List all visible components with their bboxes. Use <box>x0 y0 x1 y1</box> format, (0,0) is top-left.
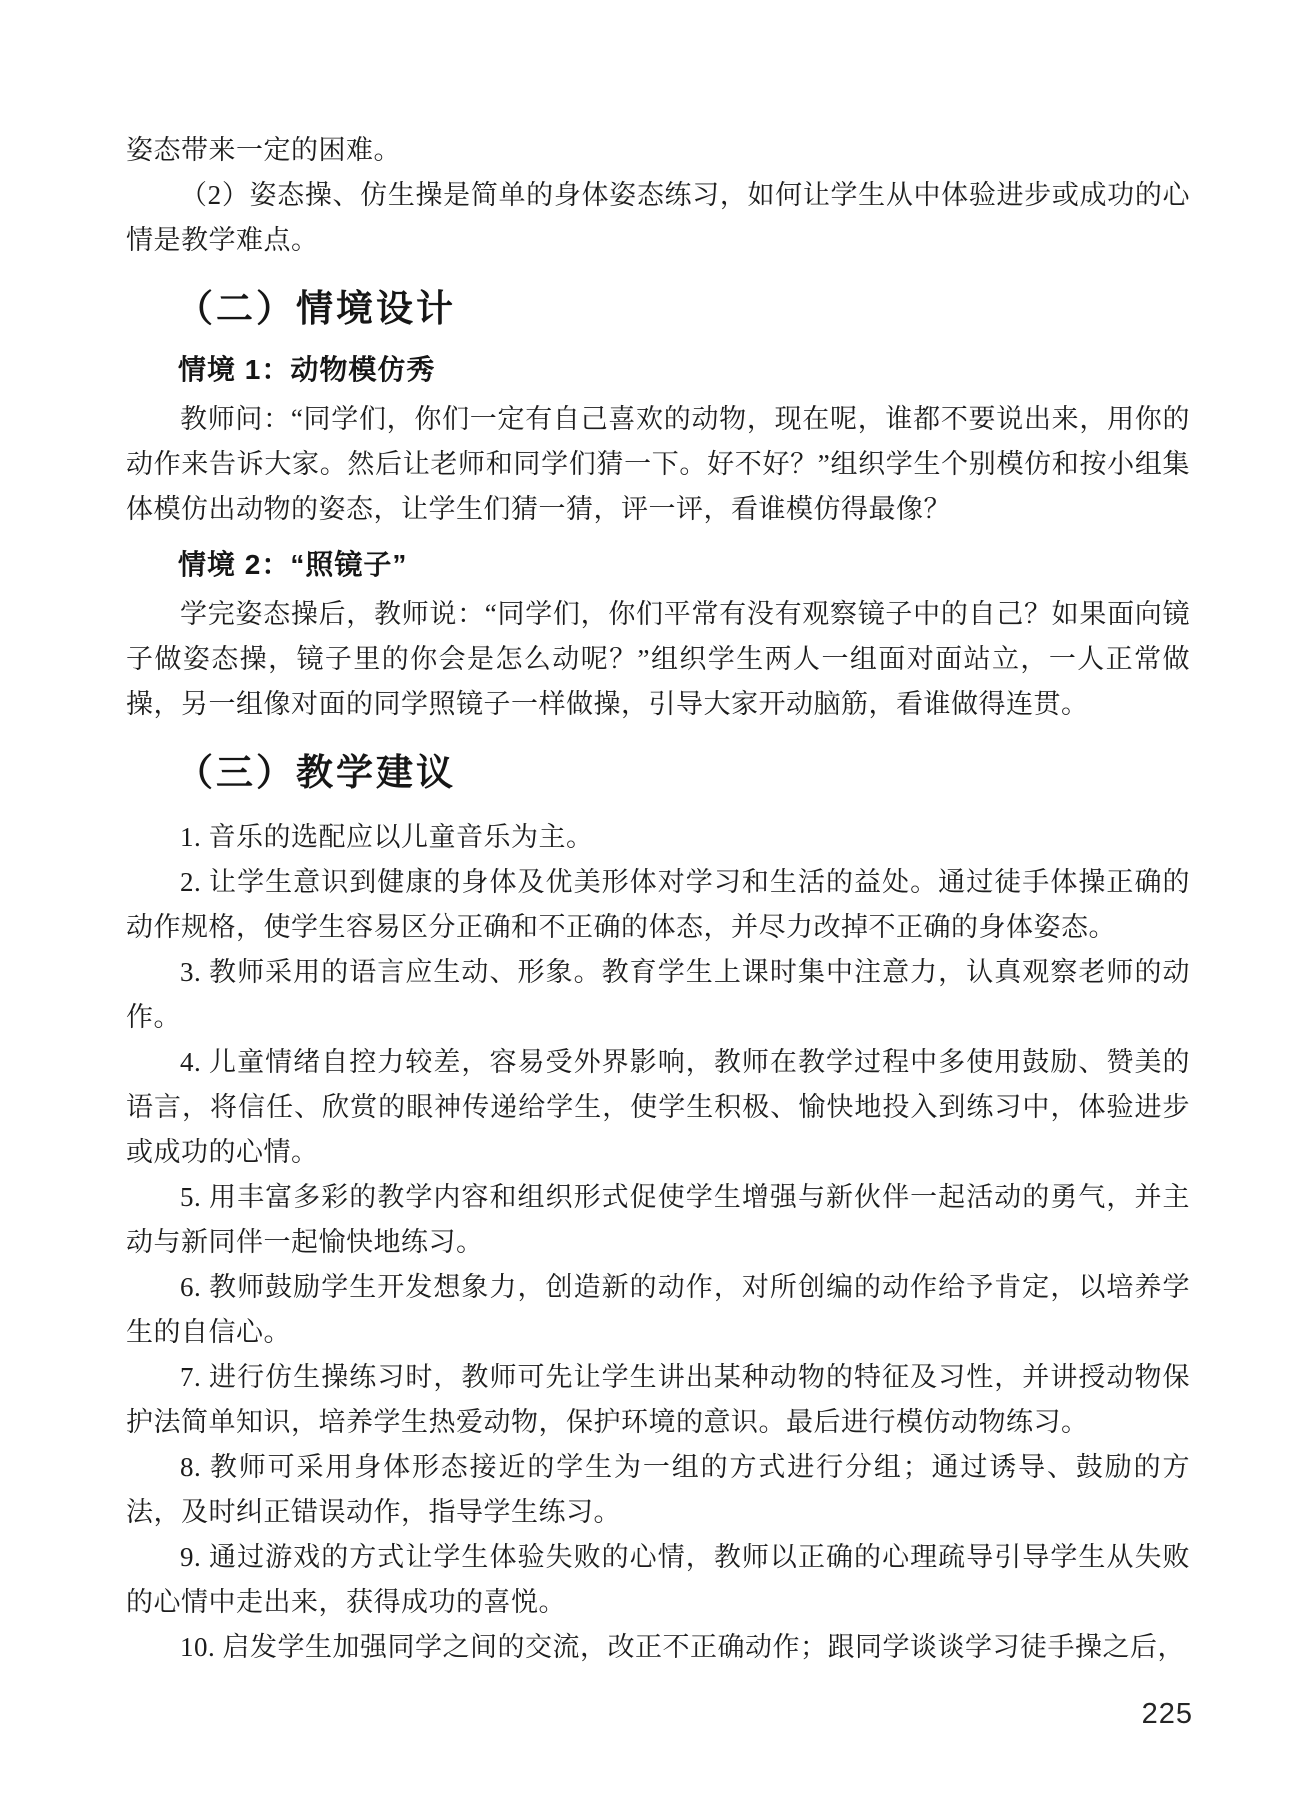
section-heading-situation-design: （二）情境设计 <box>176 289 456 330</box>
suggestion-item-5: 5. 用丰富多彩的教学内容和组织形式促使学生增强与新伙伴一起活动的勇气，并主动与新同伴一起愉快地练习。 <box>126 1182 1190 1257</box>
suggestion-item-9: 9. 通过游戏的方式让学生体验失败的心情，教师以正确的心理疏导引导学生从失败的心情中走出来，获得成功的喜悦。 <box>126 1542 1190 1617</box>
subsection-heading-situation-1: 情境 1：动物模仿秀 <box>178 354 436 385</box>
page-number: 225 <box>1141 1698 1193 1730</box>
suggestion-item-10: 10. 启发学生加强同学之间的交流，改正不正确动作；跟同学谈谈学习徒手操之后， <box>180 1632 1185 1662</box>
paragraph-intro-continuation: 姿态带来一定的困难。 <box>126 135 401 165</box>
suggestion-item-7: 7. 进行仿生操练习时，教师可先让学生讲出某种动物的特征及习性，并讲授动物保护法简单知识，培养学生热爱动物，保护环境的意识。最后进行模仿动物练习。 <box>126 1362 1190 1437</box>
suggestion-item-4: 4. 儿童情绪自控力较差，容易受外界影响，教师在教学过程中多使用鼓励、赞美的语言，将信任、欣赏的眼神传递给学生，使学生积极、愉快地投入到练习中，体验进步或成功的心情。 <box>126 1047 1190 1167</box>
suggestion-item-1: 1. 音乐的选配应以儿童音乐为主。 <box>180 822 594 852</box>
suggestion-item-8: 8. 教师可采用身体形态接近的学生为一组的方式进行分组；通过诱导、鼓励的方法，及时纠正错误动作，指导学生练习。 <box>126 1452 1190 1527</box>
suggestion-item-2: 2. 让学生意识到健康的身体及优美形体对学习和生活的益处。通过徒手体操正确的动作规格，使学生容易区分正确和不正确的体态，并尽力改掉不正确的身体姿态。 <box>126 867 1190 942</box>
subsection-heading-situation-2: 情境 2：“照镜子” <box>178 549 408 580</box>
section-heading-teaching-advice: （三）教学建议 <box>176 753 456 794</box>
paragraph-situation-1: 教师问：“同学们，你们一定有自己喜欢的动物，现在呢，谁都不要说出来，用你的动作来告诉大家。然后让老师和同学们猜一下。好不好？”组织学生个别模仿和按小组集体模仿出动物的姿态，让学生们猜一猜，评一评，看谁模仿得最像？ <box>126 404 1190 524</box>
suggestion-item-6: 6. 教师鼓励学生开发想象力，创造新的动作，对所创编的动作给予肯定，以培养学生的自信心。 <box>126 1272 1190 1347</box>
suggestion-item-3: 3. 教师采用的语言应生动、形象。教育学生上课时集中注意力，认真观察老师的动作。 <box>126 957 1190 1032</box>
paragraph-difficulty-point-2: （2）姿态操、仿生操是简单的身体姿态练习，如何让学生从中体验进步或成功的心情是教学难点。 <box>126 180 1190 255</box>
paragraph-situation-2: 学完姿态操后，教师说：“同学们，你们平常有没有观察镜子中的自己？如果面向镜子做姿态操，镜子里的你会是怎么动呢？”组织学生两人一组面对面站立，一人正常做操，另一组像对面的同学照镜子一样做操，引导大家开动脑筋，看谁做得连贯。 <box>126 599 1190 719</box>
page-content <box>126 128 1190 1670</box>
